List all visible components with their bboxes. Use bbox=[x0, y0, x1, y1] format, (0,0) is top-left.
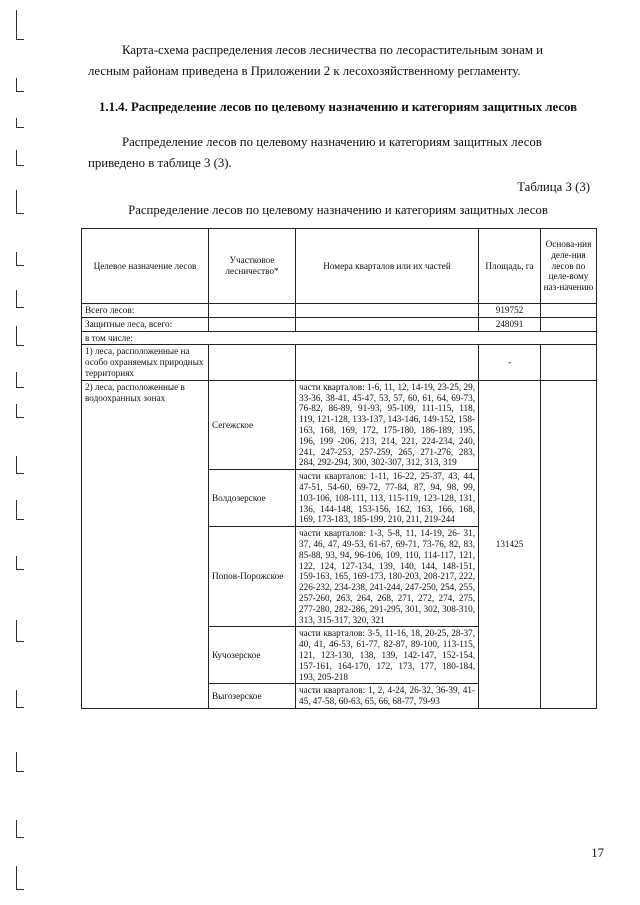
binding-marks bbox=[0, 0, 34, 905]
row-reserved-label: 1) леса, расположенные на особо охраняемых природных территориях bbox=[82, 345, 209, 380]
intro-line-2: лесным районам приведена в Приложении 2 к лесохозяйственному регламенту. bbox=[88, 64, 521, 78]
header-purpose: Целевое назначение лесов bbox=[82, 229, 209, 304]
header-basis: Основа-ния деле-ния лесов по целе-вому наз-начению bbox=[541, 229, 597, 304]
section-para-line-2: приведено в таблице 3 (3). bbox=[88, 156, 232, 170]
district-quarters: части кварталов: 1-6, 11, 12, 14-19, 23-25, 29, 33-36, 38-41, 45-47, 53, 57, 60, 61, 64, 69-73, 76-82, 86-89, 91-93, 95-109, 111-115, 118, 119, 121-128, 133-137, 143-146, 149-152, 158-163, 168, 169, 172, 175-180, 186-189, 195, 196, 199 -206, 213, 214, 221, 224-234, 240, 241, 247-253, 257-259, 265, 271-276, 283, 284, 292-294, 300, 302-307, 312, 313, 319 bbox=[296, 380, 479, 469]
row-total-label: Всего лесов: bbox=[82, 304, 209, 318]
table-row bbox=[82, 331, 597, 345]
district-name: Выгозерское bbox=[209, 684, 296, 709]
district-name: Кучозерское bbox=[209, 627, 296, 684]
table-row bbox=[82, 304, 597, 318]
header-area: Площадь, га bbox=[479, 229, 541, 304]
table-number: Таблица 3 (3) bbox=[517, 180, 590, 194]
intro-line-1: Карта-схема распределения лесов лесничества по лесорастительным зонам и bbox=[122, 43, 544, 57]
district-quarters: части кварталов: 3-5, 11-16, 18, 20-25, 28-37, 40, 41, 46-53, 61-77, 82-87, 89-100, 113-115, 121, 123-130, 138, 139, 142-147, 152-154, 157-161, 164-170, 172, 173, 177, 180-184, 193, 205-218 bbox=[296, 627, 479, 684]
table-header-row bbox=[82, 229, 597, 304]
section-paragraph bbox=[88, 132, 588, 174]
row-reserved-area: - bbox=[479, 345, 541, 380]
row-protective-area: 248091 bbox=[479, 317, 541, 331]
district-name: Волдозерское bbox=[209, 470, 296, 527]
district-name: Сегежское bbox=[209, 380, 296, 469]
district-quarters: части кварталов: 1, 2, 4-24, 26-32, 36-39, 41-45, 47-58, 60-63, 65, 66, 68-77, 79-93 bbox=[296, 684, 479, 709]
forest-distribution-table bbox=[81, 228, 597, 709]
row-total-area: 919752 bbox=[479, 304, 541, 318]
district-quarters: части кварталов: 1-3, 5-8, 11, 14-19, 26- 31, 37, 46, 47, 49-53, 61-67, 69-71, 73-76, 82, 83, 85-88, 93, 94, 96-106, 109, 110, 114-117, 121, 122, 124, 127-134, 139, 140, 144, 148-151, 159-163, 165, 169-173, 180-203, 208-217, 222, 226-232, 234-238, 241-244, 247-250, 254, 255, 257-260, 263, 264, 268, 271, 272, 274, 275, 277-280, 282-286, 291-295, 301, 302, 308-310, 313, 315-317, 320, 321 bbox=[296, 527, 479, 627]
header-district: Участковое лесничество* bbox=[209, 229, 296, 304]
row-including-label: в том числе: bbox=[82, 331, 597, 345]
table-row bbox=[82, 317, 597, 331]
page-number: 17 bbox=[591, 846, 604, 860]
row-protective-label: Защитные леса, всего: bbox=[82, 317, 209, 331]
intro-paragraph bbox=[88, 40, 588, 82]
table-caption: Распределение лесов по целевому назначению и категориям защитных лесов bbox=[128, 203, 548, 217]
row-water-label: 2) леса, расположенные в водоохранных зонах bbox=[82, 380, 209, 708]
header-quarters: Номера кварталов или их частей bbox=[296, 229, 479, 304]
district-name: Попов-Порожское bbox=[209, 527, 296, 627]
district-quarters: части кварталов: 1-11, 16-22, 25-37, 43, 44, 47-51, 54-60, 69-72, 77-84, 87, 94, 98, 99, 103-106, 108-111, 113, 115-119, 123-128, 131, 136, 144-148, 153-156, 162, 163, 166, 168, 169, 173-183, 185-199, 210, 211, 219-244 bbox=[296, 470, 479, 527]
table-row bbox=[82, 380, 597, 469]
row-water-area: 131425 bbox=[479, 380, 541, 708]
table-row bbox=[82, 345, 597, 380]
section-para-line-1: Распределение лесов по целевому назначению и категориям защитных лесов bbox=[122, 135, 542, 149]
section-heading: 1.1.4. Распределение лесов по целевому назначению и категориям защитных лесов bbox=[98, 100, 578, 114]
